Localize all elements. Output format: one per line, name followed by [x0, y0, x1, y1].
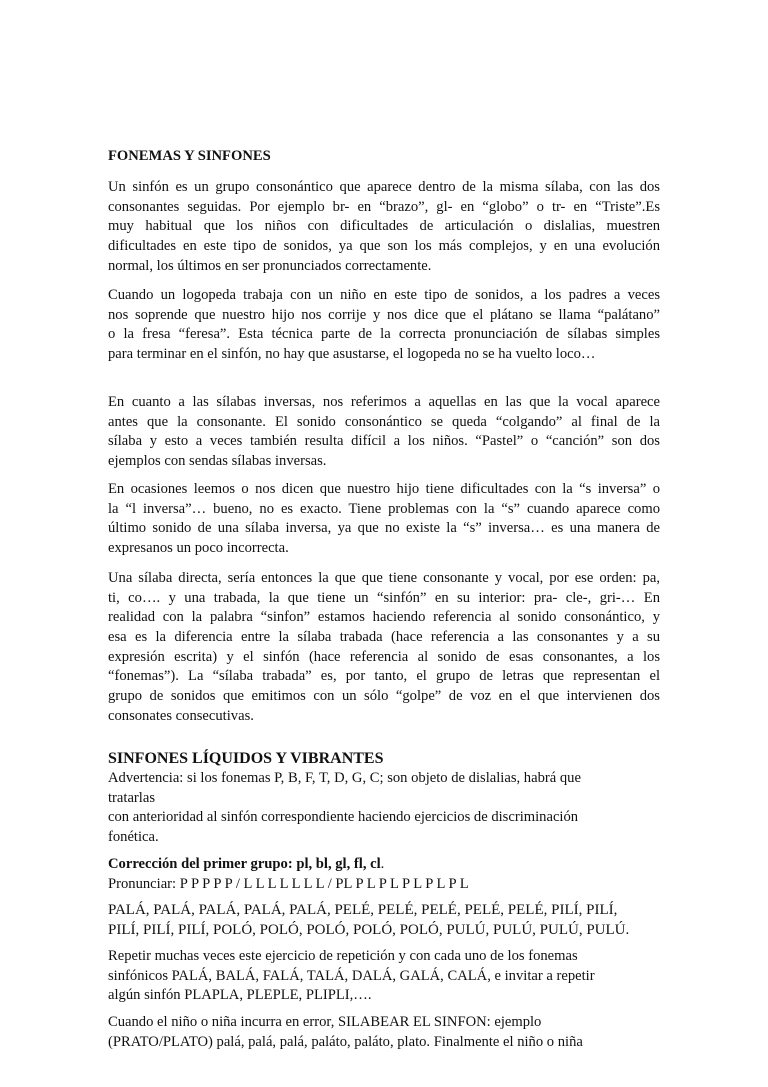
text-line: tratarlas	[108, 789, 155, 806]
text-line: muy habitual que los niños con dificultades de articulación o dislalias, muestren	[108, 218, 660, 235]
text-line: grupo de sonidos que emitimos con un sólo “golpe” de voz en el que intervienen dos	[108, 688, 660, 705]
text-line: para terminar en el sinfón, no hay que asustarse, el logopeda no se ha vuelto loco…	[108, 346, 596, 363]
text-line: consonates consecutivas.	[108, 707, 254, 724]
text-line: expresanos un poco incorrecta.	[108, 540, 289, 557]
text-line: Una sílaba directa, sería entonces la que que tiene consonante y vocal, por ese orden: pa,	[108, 570, 660, 586]
text-line: Cuando el niño o niña incurra en error, SILABEAR EL SINFON: ejemplo	[108, 1014, 542, 1030]
paragraph	[108, 393, 660, 472]
text-line: fonética.	[108, 829, 159, 846]
error-text	[108, 1013, 660, 1052]
text-line: normal, los últimos en ser pronunciados correctamente.	[108, 257, 432, 274]
text-line: En cuanto a las sílabas inversas, nos referimos a aquellas en las que la vocal aparece	[108, 394, 660, 410]
paragraph	[108, 286, 660, 365]
text-line: PILÍ, PILÍ, PILÍ, POLÓ, POLÓ, POLÓ, POLÓ, POLÓ, PULÚ, PULÚ, PULÚ, PULÚ.	[108, 921, 630, 938]
text-line: consonantes seguidas. Por ejemplo br- en “brazo”, gl- en “globo” o tr- en “Triste”.Es	[108, 198, 660, 215]
text-line: antes que la consonante. El sonido consonántico se queda “colgando” al final de la	[108, 413, 660, 430]
text-line: con anterioridad al sinfón correspondiente haciendo ejercicios de discriminación	[108, 809, 579, 826]
text-line: Repetir muchas veces este ejercicio de repetición y con cada uno de los fonemas	[108, 948, 578, 964]
pronounce-line: Pronunciar: P P P P P / L L L L L L L / PL P L P L P L P L P L	[108, 875, 469, 892]
text-line: En ocasiones leemos o nos dicen que nuestro hijo tiene dificultades con la “s inversa” o	[108, 481, 660, 497]
text-line: ejemplos con sendas sílabas inversas.	[108, 453, 327, 470]
text-line: nos soprende que nuestro hijo nos corrije y nos dice que el plátano se llama “palátano”	[108, 306, 660, 323]
text-line: Un sinfón es un grupo consonántico que aparece dentro de la misma sílaba, con las dos	[108, 179, 660, 195]
text-line: sinfónicos PALÁ, BALÁ, FALÁ, TALÁ, DALÁ, GALÁ, CALÁ, e invitar a repetir	[108, 967, 595, 984]
correction-heading: Corrección del primer grupo: pl, bl, gl, fl, cl. Pronunciar: P P P P P / L L L L L L L / PL P L P L P L P L P L	[108, 855, 660, 894]
text-line: algún sinfón PLAPLA, PLEPLE, PLIPLI,….	[108, 987, 372, 1004]
text-line: sílaba y esto a veces también resulta difícil a los niños. “Pastel” o “canción” son dos	[108, 433, 660, 450]
warning-text	[108, 769, 660, 848]
text-line: “fonemas”). La “sílaba trabada” es, por tanto, el grupo de letras que representan el	[108, 668, 660, 685]
repeat-text	[108, 947, 660, 1006]
text-line: Advertencia: si los fonemas P, B, F, T, D, G, C; son objeto de dislalias, habrá que	[108, 770, 581, 786]
text-line: la “l inversa”… bueno, no es exacto. Tiene problemas con la “s” cuando aparece como	[108, 500, 660, 517]
text-line: (PRATO/PLATO) palá, palá, palá, paláto, paláto, plato. Finalmente el niño o niña	[108, 1033, 583, 1050]
text-line: dificultades en este tipo de sonidos, ya que son los más complejos, y en una evolución	[108, 238, 660, 255]
text-line: último sonido de una sílaba inversa, ya que no existe la “s” inversa… es una manera de	[108, 520, 660, 537]
paragraph	[108, 569, 660, 727]
paragraph	[108, 480, 660, 559]
text-line: ti, co…. y una trabada, la que tiene un “sinfón” en su interior: pra- cle-, gri-… En	[108, 589, 660, 606]
text-line: expresión escrita) y el sinfón (hace referencia al sonido de esas consonantes, a los	[108, 648, 660, 665]
document-title: FONEMAS Y SINFONES	[108, 148, 271, 164]
syllables-text	[108, 901, 660, 940]
text-line: PALÁ, PALÁ, PALÁ, PALÁ, PALÁ, PELÉ, PELÉ, PELÉ, PELÉ, PELÉ, PILÍ, PILÍ,	[108, 902, 618, 918]
text-line: o la fresa “feresa”. Esta técnica parte de la correcta pronunciación de sílabas simples	[108, 326, 660, 343]
text-line: realidad con la palabra “sinfon” estamos haciendo referencia al sonido consonántico, y	[108, 609, 660, 626]
text-line: Cuando un logopeda trabaja con un niño en este tipo de sonidos, a los padres a veces	[108, 287, 660, 303]
section-heading: SINFONES LÍQUIDOS Y VIBRANTES	[108, 750, 384, 767]
paragraph	[108, 178, 660, 276]
text-line: esa es la diferencia entre la sílaba trabada (hace referencia a las consonantes y a su	[108, 629, 660, 646]
